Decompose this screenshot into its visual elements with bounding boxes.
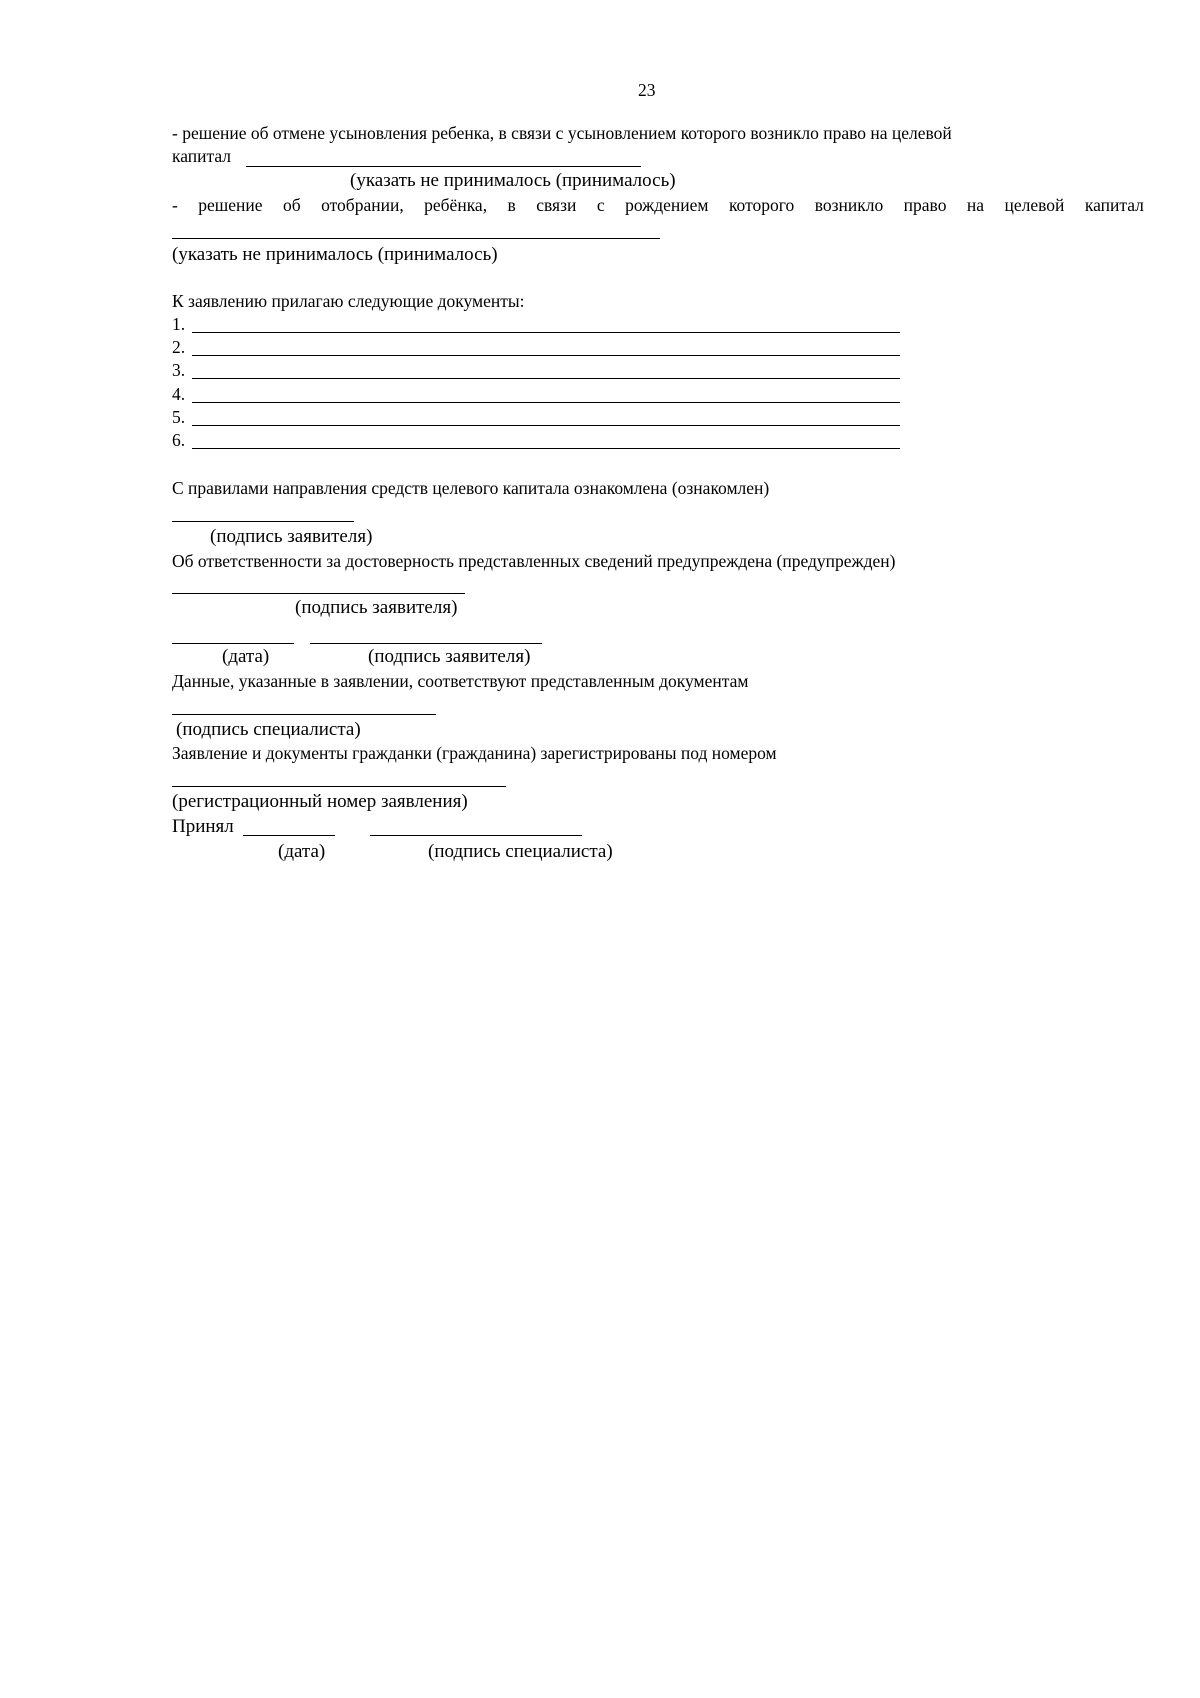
adoption-cancel-caption: (указать не принималось (принималось)	[350, 170, 676, 191]
child-removal-word: -	[172, 195, 178, 215]
attachments-intro: К заявлению прилагаю следующие документы:	[172, 291, 525, 311]
attachment-field[interactable]	[192, 355, 900, 356]
applicant-signature-field-1[interactable]	[172, 521, 354, 522]
attachment-number: 3.	[172, 360, 186, 381]
specialist-signature-caption-2: (подпись специалиста)	[428, 841, 613, 862]
capital-label: капитал	[172, 146, 232, 166]
attachment-number: 6.	[172, 430, 186, 450]
applicant-signature-field-3[interactable]	[310, 643, 542, 644]
date-caption-1: (дата)	[222, 646, 270, 667]
attachment-field[interactable]	[192, 402, 900, 403]
child-removal-word: рождением	[625, 195, 709, 215]
applicant-signature-caption-2: (подпись заявителя)	[295, 597, 458, 618]
child-removal-caption: (указать не принималось (принималось)	[172, 244, 498, 265]
adoption-cancel-text: - решение об отмене усыновления ребенка, в связи с усыновлением которого возникло право на целевой	[172, 123, 952, 143]
date-field-1[interactable]	[172, 643, 294, 644]
specialist-signature-field-2[interactable]	[370, 835, 582, 836]
registration-number-field[interactable]	[172, 786, 506, 787]
date-field-2[interactable]	[243, 835, 335, 836]
rules-acknowledgement: С правилами направления средств целевого капитала ознакомлена (ознакомлен)	[172, 478, 770, 498]
child-removal-word: целевой	[1004, 195, 1065, 215]
child-removal-field[interactable]	[172, 238, 660, 239]
attachment-number: 5.	[172, 406, 186, 427]
applicant-signature-caption-3: (подпись заявителя)	[368, 646, 531, 667]
child-removal-word: которого	[728, 195, 795, 215]
attachment-number: 2.	[172, 337, 186, 358]
accepted-label: Принял	[172, 816, 234, 837]
child-removal-word: на	[966, 195, 985, 215]
page-number: 23	[638, 80, 656, 100]
attachment-field[interactable]	[192, 378, 900, 379]
child-removal-word: капитал	[1084, 195, 1144, 215]
attachment-field[interactable]	[192, 448, 900, 449]
child-removal-word: ребёнка,	[424, 195, 488, 215]
attachment-number: 4.	[172, 383, 186, 404]
attachment-number: 1.	[172, 314, 186, 334]
child-removal-word: связи	[536, 195, 577, 215]
applicant-signature-caption-1: (подпись заявителя)	[210, 526, 373, 547]
applicant-signature-field-2[interactable]	[172, 593, 465, 594]
child-removal-word: в	[507, 195, 516, 215]
specialist-signature-caption-1: (подпись специалиста)	[176, 719, 361, 740]
date-caption-2: (дата)	[278, 841, 326, 862]
attachment-field[interactable]	[192, 425, 900, 426]
adoption-cancel-field[interactable]	[246, 166, 641, 167]
registration-statement: Заявление и документы гражданки (гражданина) зарегистрированы под номером	[172, 743, 777, 763]
child-removal-text	[172, 197, 1144, 215]
attachment-field[interactable]	[192, 332, 900, 333]
data-match-statement: Данные, указанные в заявлении, соответствуют представленным документам	[172, 671, 749, 691]
child-removal-word: об	[283, 195, 301, 215]
child-removal-word: отобрании,	[321, 195, 404, 215]
child-removal-word: с	[596, 195, 605, 215]
responsibility-warning: Об ответственности за достоверность представленных сведений предупреждена (предупрежден)	[172, 551, 896, 571]
specialist-signature-field-1[interactable]	[172, 714, 436, 715]
child-removal-word: возникло	[814, 195, 884, 215]
registration-number-caption: (регистрационный номер заявления)	[172, 791, 468, 812]
child-removal-word: решение	[198, 195, 263, 215]
child-removal-word: право	[903, 195, 947, 215]
